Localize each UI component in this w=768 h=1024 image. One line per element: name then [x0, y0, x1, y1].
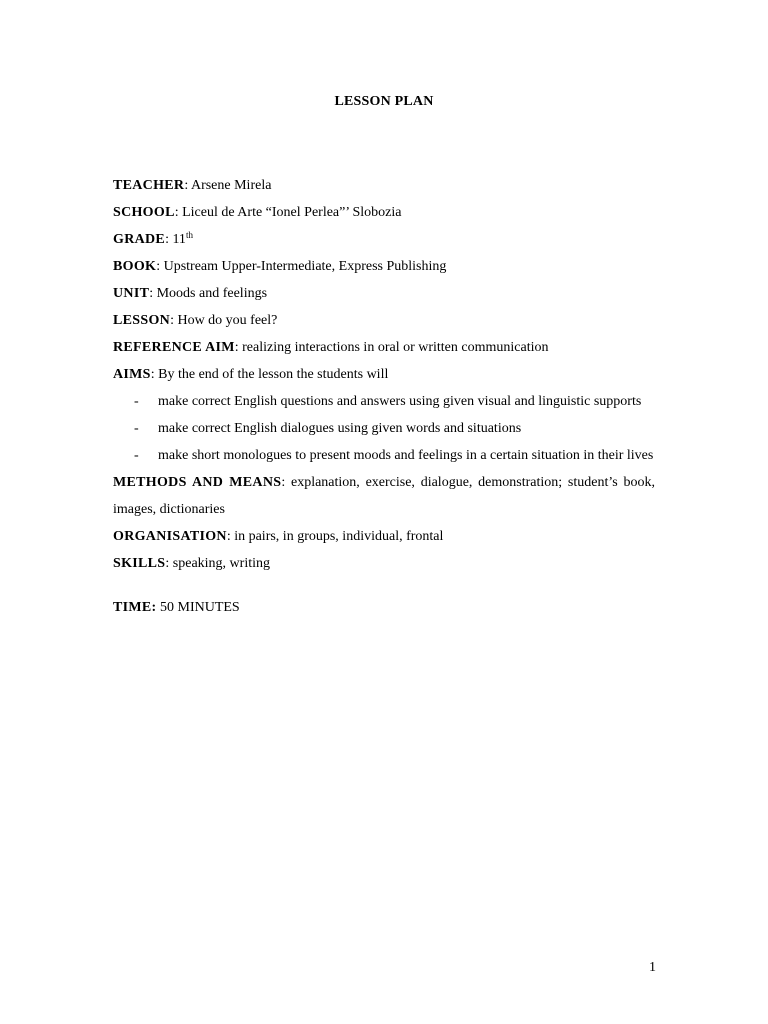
lesson-details: [113, 172, 655, 621]
reference-aim-value: : realizing interactions in oral or written communication: [234, 340, 549, 355]
document-title: LESSON PLAN: [334, 94, 434, 109]
methods-row: [113, 469, 655, 523]
unit-label: UNIT: [113, 286, 150, 301]
skills-label: SKILLS: [113, 556, 166, 571]
book-value: : Upstream Upper-Intermediate, Express Publishing: [156, 259, 447, 274]
organisation-row: [113, 523, 655, 550]
bullet-dash: -: [134, 394, 139, 409]
skills-value: : speaking, writing: [165, 556, 270, 571]
lesson-value: : How do you feel?: [170, 313, 278, 328]
teacher-row: [113, 172, 655, 199]
page-number: 1: [649, 960, 656, 975]
aims-row: [113, 361, 655, 388]
teacher-value: : Arsene Mirela: [184, 178, 272, 193]
aim-text: make short monologues to present moods and feelings in a certain situation in their lives: [158, 448, 654, 463]
methods-label: METHODS AND MEANS: [113, 475, 282, 490]
methods-value: : explanation, exercise, dialogue, demonstration; student’s book, images, dictionaries: [113, 475, 655, 517]
bullet-dash: -: [134, 448, 139, 463]
bullet-dash: -: [134, 421, 139, 436]
reference-aim-label: REFERENCE AIM: [113, 340, 235, 355]
school-row: [113, 199, 655, 226]
time-value: 50 MINUTES: [156, 600, 240, 615]
unit-row: [113, 280, 655, 307]
grade-value: : 11: [165, 232, 186, 247]
grade-row: [113, 226, 655, 253]
aims-list: [113, 388, 655, 469]
list-item: [113, 415, 655, 442]
aim-text: make correct English dialogues using given words and situations: [158, 421, 522, 436]
grade-label: GRADE: [113, 232, 166, 247]
book-row: [113, 253, 655, 280]
school-label: SCHOOL: [113, 205, 175, 220]
aims-value: : By the end of the lesson the students will: [150, 367, 389, 382]
lesson-label: LESSON: [113, 313, 171, 328]
organisation-value: : in pairs, in groups, individual, frontal: [226, 529, 444, 544]
aims-label: AIMS: [113, 367, 151, 382]
grade-superscript: th: [185, 230, 193, 240]
aim-text: make correct English questions and answers using given visual and linguistic supports: [158, 394, 642, 409]
organisation-label: ORGANISATION: [113, 529, 227, 544]
book-label: BOOK: [113, 259, 157, 274]
time-label: TIME:: [113, 600, 157, 615]
skills-row: [113, 550, 655, 577]
lesson-row: [113, 307, 655, 334]
reference-aim-row: [113, 334, 655, 361]
time-row: [113, 594, 655, 621]
school-value: : Liceul de Arte “Ionel Perlea”’ Slobozia: [174, 205, 402, 220]
list-item: [113, 388, 655, 415]
unit-value: : Moods and feelings: [149, 286, 268, 301]
teacher-label: TEACHER: [113, 178, 185, 193]
list-item: [113, 442, 655, 469]
